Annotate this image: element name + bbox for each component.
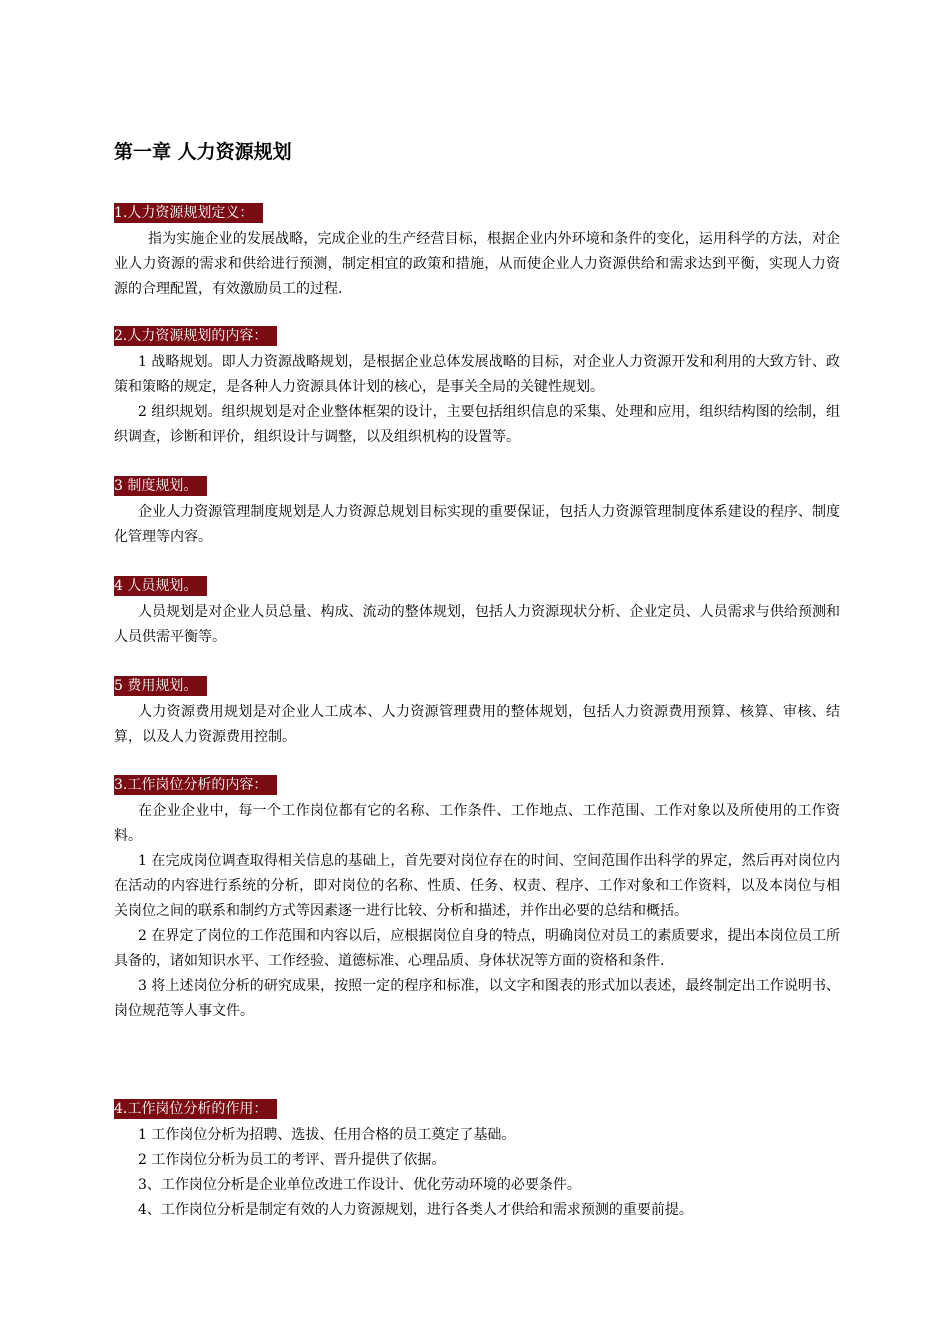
paragraph: 3、工作岗位分析是企业单位改进工作设计、优化劳动环境的必要条件。 [138,1177,581,1193]
paragraph: 在企业企业中，每一个工作岗位都有它的名称、工作条件、工作地点、工作范围、工作对象以及所使用的工作资料。 [114,803,840,844]
paragraph: 1 工作岗位分析为招聘、选拔、任用合格的员工奠定了基础。 [138,1127,516,1143]
section-job-analysis-role [114,1098,840,1223]
paragraph: 人力资源费用规划是对企业人工成本、人力资源管理费用的整体规划，包括人力资源费用预算、核算、审核、结算，以及人力资源费用控制。 [114,704,840,745]
paragraph: 2 在界定了岗位的工作范围和内容以后，应根据岗位自身的特点，明确岗位对员工的素质要求，提出本岗位员工所具备的，诸如知识水平、工作经验、道德标准、心理品质、身体状况等方面的资格和条件. [114,928,840,969]
paragraph: 1 战略规划。即人力资源战略规划，是根据企业总体发展战略的目标，对企业人力资源开发和利用的大致方针、政策和策略的规定，是各种人力资源具体计划的核心，是事关全局的关键性规划。 [114,354,840,395]
chapter-title: 第一章 人力资源规划 [114,141,292,163]
section-heading: 5 费用规划。 [114,676,207,696]
section-heading: 4 人员规划。 [114,576,207,596]
section-personnel-planning [114,575,840,650]
section-heading: 4.工作岗位分析的作用： [114,1099,277,1119]
section-heading: 3 制度规划。 [114,476,207,496]
paragraph: 4、工作岗位分析是制定有效的人力资源规划，进行各类人才供给和需求预测的重要前提。 [138,1202,693,1218]
section-heading: 3.工作岗位分析的内容： [114,775,277,795]
paragraph: 2 工作岗位分析为员工的考评、晋升提供了依据。 [138,1152,446,1168]
paragraph: 2 组织规划。组织规划是对企业整体框架的设计，主要包括组织信息的采集、处理和应用，组织结构图的绘制，组织调查，诊断和评价，组织设计与调整，以及组织机构的设置等。 [114,404,840,445]
section-heading: 1.人力资源规划定义： [114,203,263,223]
paragraph: 企业人力资源管理制度规划是人力资源总规划目标实现的重要保证，包括人力资源管理制度体系建设的程序、制度化管理等内容。 [114,504,840,545]
section-heading: 2.人力资源规划的内容： [114,326,277,346]
paragraph: 3 将上述岗位分析的研究成果，按照一定的程序和标准，以文字和图表的形式加以表述，最终制定出工作说明书、岗位规范等人事文件。 [114,978,840,1019]
section-job-analysis-content [114,774,840,1024]
section-hr-planning-definition [114,202,840,302]
section-cost-planning [114,675,840,750]
paragraph: 指为实施企业的发展战略，完成企业的生产经营目标，根据企业内外环境和条件的变化，运用科学的方法，对企业人力资源的需求和供给进行预测，制定相宜的政策和措施，从而使企业人力资源供给和需求达到平衡，实现人力资源的合理配置，有效激励员工的过程. [114,231,840,297]
paragraph: 1 在完成岗位调查取得相关信息的基础上，首先要对岗位存在的时间、空间范围作出科学的界定，然后再对岗位内在活动的内容进行系统的分析，即对岗位的名称、性质、任务、权责、程序、工作对象和工作资料，以及本岗位与相关岗位之间的联系和制约方式等因素逐一进行比较、分析和描述，并作出必要的总结和概括。 [114,853,840,919]
section-system-planning [114,475,840,550]
section-hr-planning-content [114,325,840,450]
paragraph: 人员规划是对企业人员总量、构成、流动的整体规划，包括人力资源现状分析、企业定员、人员需求与供给预测和人员供需平衡等。 [114,604,840,645]
